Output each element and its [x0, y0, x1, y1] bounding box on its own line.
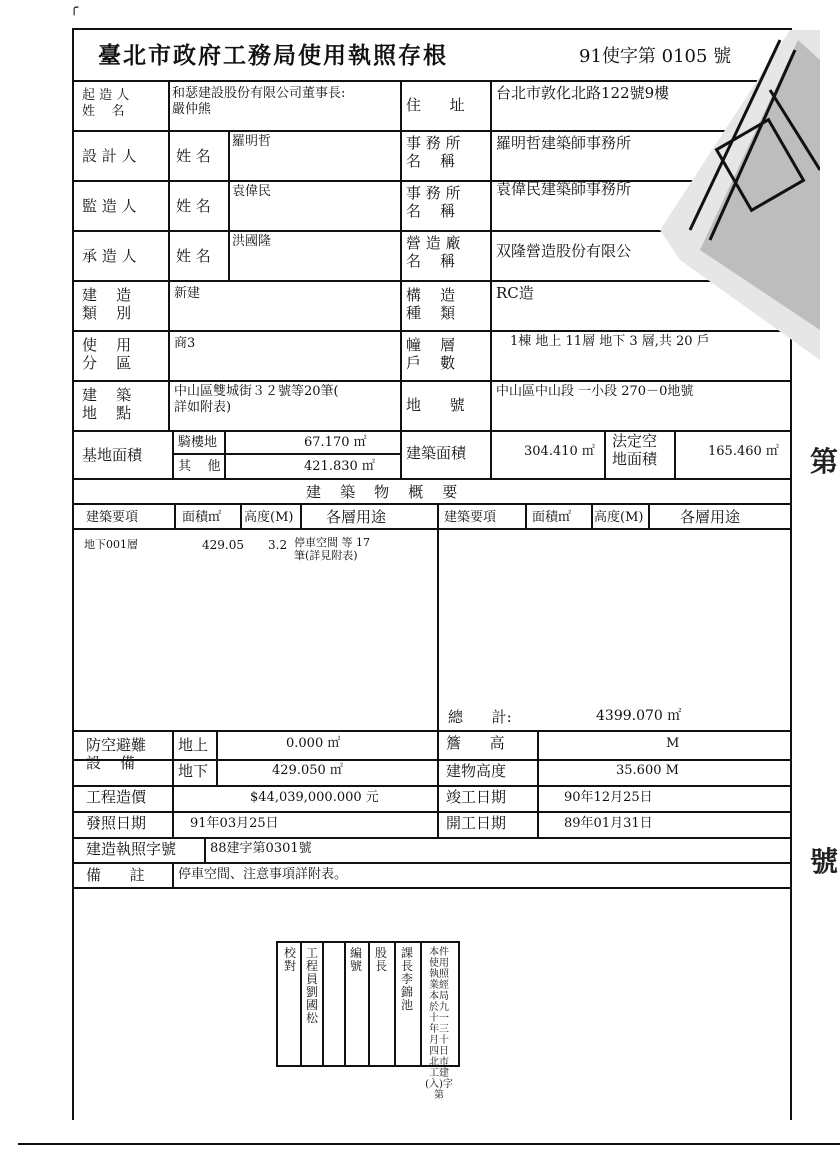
lot-value: 中山區中山段 一小段 270－0地號 [496, 384, 694, 399]
open-space-label: 法定空 地面積 [612, 432, 658, 468]
bottom-rule [18, 1143, 840, 1145]
site-area-label: 基地面積 [82, 446, 143, 464]
contractor-office: 双隆營造股份有限公 [496, 242, 632, 260]
permit-number: 91使字第 0105 號 [579, 46, 732, 67]
stamp-section-chief: 股長 [374, 946, 387, 973]
open-space-value: 165.460 ㎡ [708, 444, 779, 459]
col-use-left: 各層用途 [326, 508, 387, 526]
form-title: 臺北市政府工務局使用執照存根 [98, 42, 448, 69]
margin-char-number: 號 [809, 845, 838, 878]
col-height-left: 高度(M) [244, 510, 294, 525]
stamp-proofread: 校對 [283, 946, 296, 973]
supervisor-label: 監 造 人 [82, 197, 137, 215]
total-label: 總 計: [448, 708, 512, 726]
row1-item: 地下001層 [84, 538, 138, 551]
contractor-name: 洪國隆 [232, 234, 272, 249]
eave-value: M [666, 736, 680, 751]
owner-label: 起 造 人 姓 名 [82, 88, 130, 119]
row1-height: 3.2 [268, 538, 288, 552]
stamp-number: 編號 [349, 946, 362, 973]
col-use-right: 各層用途 [680, 508, 741, 526]
row1-area: 429.05 [202, 538, 244, 552]
shelter-below-value: 429.050 ㎡ [272, 763, 343, 778]
building-height-label: 建物高度 [446, 762, 507, 780]
stamp-division-chief: 課長 李錦池 [400, 946, 413, 1012]
building-area-label: 建築面積 [406, 444, 467, 462]
supervisor-office: 袁偉民建築師事務所 [496, 180, 632, 198]
corner-mark: ╭ [70, 0, 79, 16]
location-value: 中山區雙城街３２號等20筆( 詳如附表) [174, 384, 339, 415]
designer-name: 羅明哲 [232, 134, 272, 149]
use-zone-value: 商3 [174, 336, 196, 351]
owner-address: 台北市敦化北路122號9樓 [496, 84, 670, 102]
floors-label: 幢 層 戶 數 [406, 336, 456, 372]
stamp-engineer: 工程員劉國松 [305, 946, 318, 1025]
designer-name-label: 姓 名 [176, 147, 211, 165]
building-area-value: 304.410 ㎡ [524, 444, 595, 459]
build-permit-value: 88建字第0301號 [210, 841, 312, 856]
arcade-value: 67.170 ㎡ [304, 435, 367, 450]
col-area-right: 面積㎡ [532, 510, 572, 525]
remarks-value: 停車空間、注意事項詳附表。 [178, 867, 348, 882]
col-height-right: 高度(M) [594, 510, 644, 525]
approval-stamp [276, 941, 460, 1101]
build-permit-label: 建造執照字號 [86, 840, 177, 858]
other-value: 421.830 ㎡ [304, 459, 375, 474]
completion-date-label: 竣工日期 [446, 788, 507, 806]
col-area-left: 面積㎡ [182, 510, 222, 525]
building-height-value: 35.600 M [616, 763, 679, 778]
supervisor-name: 袁偉民 [232, 184, 272, 199]
designer-office-label: 事 務 所 名 稱 [406, 134, 461, 170]
smudged-stamp-graphic [620, 30, 820, 360]
stamp-approval-note: 本件使用執照業經本局於九十一年三月十四日北市工建(入)字第 [425, 947, 453, 1101]
supervisor-office-label: 事 務 所 名 稱 [406, 184, 461, 220]
total-value: 4399.070 ㎡ [596, 708, 682, 724]
shelter-below-label: 地下 [178, 762, 209, 780]
use-zone-label: 使 用 分 區 [82, 336, 132, 372]
issue-date-label: 發照日期 [86, 814, 147, 832]
designer-office: 羅明哲建築師事務所 [496, 134, 632, 152]
contractor-name-label: 姓 名 [176, 247, 211, 265]
supervisor-name-label: 姓 名 [176, 197, 211, 215]
summary-heading: 建 築 物 概 要 [306, 483, 458, 501]
arcade-label: 騎樓地 [178, 435, 218, 450]
remarks-label: 備 註 [86, 866, 145, 884]
shelter-above-value: 0.000 ㎡ [286, 736, 341, 751]
margin-char-first: 第 [809, 445, 838, 478]
floors-value: 1棟 地上 11層 地下 3 層,共 20 戶 [510, 334, 710, 349]
structure-label: 構 造 種 類 [406, 286, 456, 322]
other-label: 其 他 [178, 459, 221, 474]
owner-address-label: 住 址 [406, 96, 465, 114]
location-label: 建 築 地 點 [82, 386, 132, 422]
row1-use: 停車空間 等 17 筆(詳見附表) [294, 536, 370, 563]
contractor-label: 承 造 人 [82, 247, 137, 265]
start-date-value: 89年01月31日 [564, 816, 653, 831]
cost-label: 工程造價 [86, 788, 147, 806]
completion-date-value: 90年12月25日 [564, 790, 653, 805]
start-date-label: 開工日期 [446, 814, 507, 832]
lot-label: 地 號 [406, 396, 465, 414]
shelter-label: 防空避難 設 備 [86, 736, 147, 772]
designer-label: 設 計 人 [82, 147, 137, 165]
structure-value: RC造 [496, 284, 534, 302]
col-item-left: 建築要項 [86, 510, 139, 525]
contractor-office-label: 營 造 廠 名 稱 [406, 234, 461, 270]
cost-value: $44,039,000.000 元 [250, 790, 379, 805]
build-type-label: 建 造 類 別 [82, 286, 132, 322]
col-item-right: 建築要項 [444, 510, 497, 525]
issue-date-value: 91年03月25日 [190, 816, 279, 831]
eave-label: 簷 高 [446, 734, 505, 752]
shelter-above-label: 地上 [178, 736, 209, 754]
build-type-value: 新建 [174, 286, 201, 301]
owner-value: 和瑟建設股份有限公司董事長: 嚴仲熊 [172, 86, 346, 117]
